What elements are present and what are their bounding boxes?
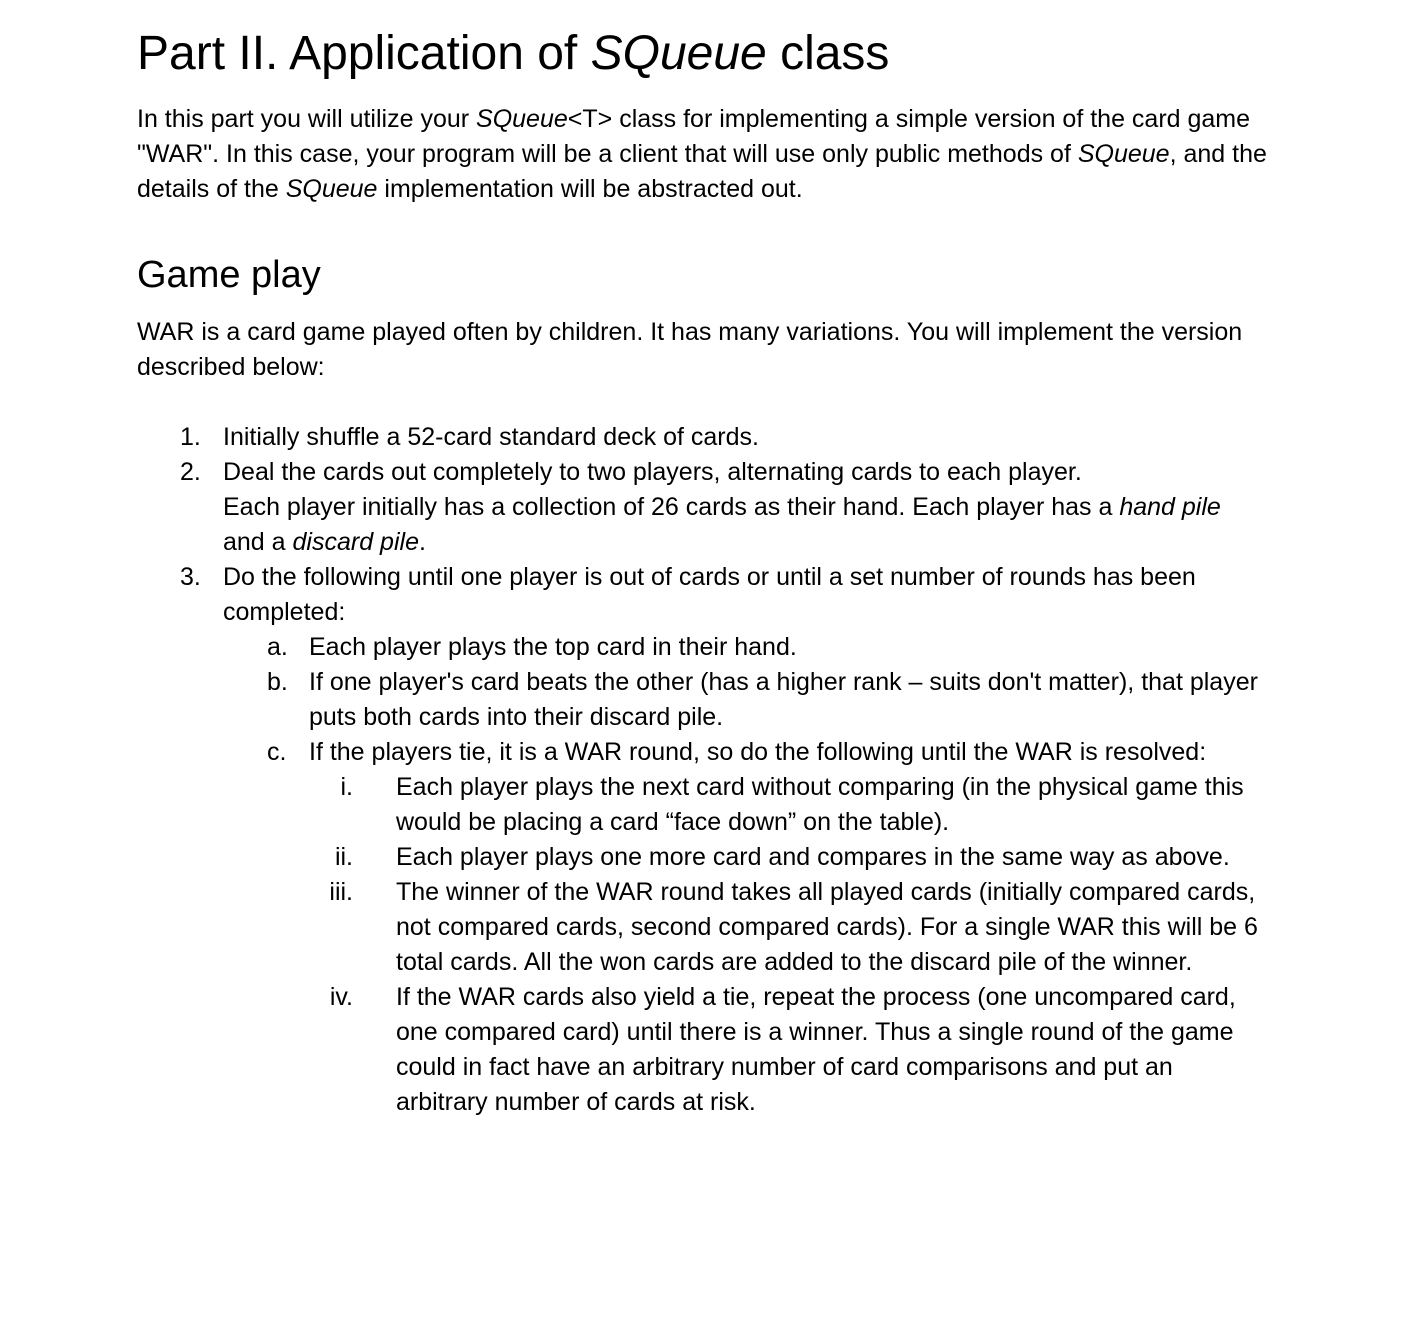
list-item-step-3c-iii (137, 875, 1258, 980)
intro-text-2: <T> class for implementing a simple version of the card game "WAR". In this case, your program will be a client that will use only public methods of (137, 105, 1251, 168)
intro-italic-2: SQueue (1077, 140, 1170, 168)
list-item-step-3c-i (137, 770, 1258, 840)
list-item-text: Do the following until one player is out of cards or until a set number of rounds has been completed: (223, 563, 1196, 626)
list-item-text: If one player's card beats the other (has a higher rank – suits don't matter), that player puts both cards into their discard pile. (309, 668, 1258, 731)
list-item-text: Deal the cards out completely to two players, alternating cards to each player. (223, 458, 1082, 486)
list-marker: a. (267, 633, 288, 661)
list-item-step-2 (137, 455, 1263, 560)
section-heading-game-play: Game play (137, 254, 321, 296)
list-item-step-3a (137, 630, 1269, 665)
list-item-continuation: . (418, 528, 426, 556)
list-item-text: If the WAR cards also yield a tie, repeat the process (one uncompared card, one compared card) until there is a winner. Thus a single round of the game could in fact have an arbitrary number of card comparisons and put an arbitrary number of cards at risk. (396, 983, 1236, 1116)
intro-italic-3: SQueue (285, 175, 378, 203)
list-item-text: Initially shuffle a 52-card standard deck of cards. (223, 423, 759, 451)
game-description: WAR is a card game played often by children. It has many variations. You will implement the version described below: (137, 318, 1243, 381)
list-marker: 1. (180, 423, 201, 451)
discard-pile-term: discard pile (292, 528, 419, 556)
list-item-text: Each player plays the next card without comparing (in the physical game this would be placing a card “face down” on the table). (396, 773, 1244, 836)
list-item-text: Each player plays one more card and compares in the same way as above. (396, 843, 1230, 871)
list-marker: 3. (180, 563, 201, 591)
list-marker: i. (340, 773, 353, 801)
list-marker: b. (267, 668, 288, 696)
list-item-step-3c-iv (137, 980, 1258, 1120)
intro-paragraph (137, 102, 1267, 207)
list-item-text: The winner of the WAR round takes all played cards (initially compared cards, not compared cards, second compared cards). For a single WAR this will be 6 total cards. All the won cards are added to the discard pile of the winner. (396, 878, 1258, 976)
intro-text-1: In this part you will utilize your (137, 105, 477, 133)
title-italic-classname: SQueue (590, 27, 767, 80)
list-item-continuation: and a (223, 528, 293, 556)
list-item-continuation: Each player initially has a collection of 26 cards as their hand. Each player has a (223, 493, 1120, 521)
title-prefix: Part II. Application of (137, 27, 591, 80)
list-marker: iv. (329, 983, 353, 1011)
list-marker: 2. (180, 458, 201, 486)
list-item-text: If the players tie, it is a WAR round, so do the following until the WAR is resolved: (309, 738, 1207, 766)
title-suffix: class (766, 27, 890, 80)
list-item-step-3b (137, 665, 1269, 735)
list-item-text: Each player plays the top card in their hand. (309, 633, 797, 661)
intro-italic-1: SQueue (476, 105, 568, 133)
list-item-step-3c (137, 735, 1269, 770)
list-item-step-3c-ii (137, 840, 1258, 875)
page-title (137, 26, 889, 82)
intro-text-3: , and the details of the (137, 140, 1267, 203)
list-marker: c. (267, 738, 287, 766)
list-item-step-3 (137, 560, 1263, 630)
list-marker: ii. (334, 843, 353, 871)
list-item-step-1 (137, 420, 1263, 455)
intro-text-4: implementation will be abstracted out. (377, 175, 803, 203)
list-marker: iii. (329, 878, 353, 906)
hand-pile-term: hand pile (1119, 493, 1221, 521)
steps-list (137, 420, 1277, 1120)
